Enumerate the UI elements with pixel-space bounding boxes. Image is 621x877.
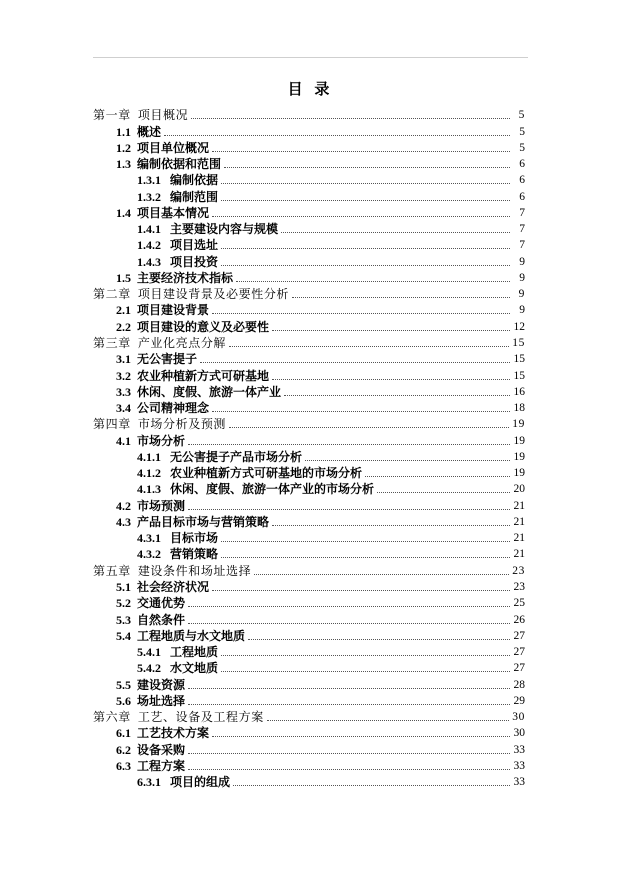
toc-entry-number: 5.5	[116, 677, 131, 692]
toc-entry-page: 16	[513, 385, 525, 398]
toc-entry-number: 第一章	[93, 108, 131, 123]
toc-entry-title: 农业种植新方式可研基地的市场分析	[170, 466, 363, 481]
toc-subsection[interactable]	[93, 253, 525, 269]
toc-entry-page: 19	[513, 467, 525, 480]
toc-entry-number: 1.3	[116, 157, 131, 172]
toc-entry-number: 3.2	[116, 368, 131, 383]
toc-section[interactable]	[93, 693, 525, 709]
toc-entry-page: 7	[519, 206, 525, 219]
toc-entry-page: 21	[513, 499, 525, 512]
toc-entry-page: 23	[512, 564, 525, 577]
toc-section[interactable]	[93, 758, 525, 774]
toc-entry-title: 项目建设背景	[137, 303, 210, 318]
toc-entry-page: 21	[513, 515, 525, 528]
toc-section[interactable]	[93, 318, 525, 334]
dot-leader	[188, 687, 510, 689]
toc-entry-number: 6.2	[116, 742, 131, 757]
dot-leader	[188, 703, 510, 705]
dot-leader	[267, 719, 509, 721]
toc-entry-number: 1.4.3	[137, 254, 161, 269]
toc-subsection[interactable]	[93, 644, 525, 660]
toc-entry-page: 27	[513, 629, 525, 642]
toc-entry-page: 18	[513, 402, 525, 415]
toc-entry-page: 15	[513, 369, 525, 382]
toc-entry-page: 30	[513, 727, 525, 740]
toc-section[interactable]	[93, 676, 525, 692]
toc-entry-page: 5	[519, 125, 525, 138]
dot-leader	[284, 394, 510, 396]
toc-subsection[interactable]	[93, 237, 525, 253]
dot-leader	[281, 231, 510, 233]
toc-chapter[interactable]	[93, 562, 525, 578]
toc-entry-page: 33	[513, 743, 525, 756]
toc-entry-title: 市场分析	[137, 433, 186, 448]
toc-entry-number: 第二章	[93, 287, 131, 302]
toc-entry-title: 概述	[137, 124, 162, 139]
toc-section[interactable]	[93, 741, 525, 757]
toc-entry-page: 15	[513, 353, 525, 366]
toc-entry-page: 33	[513, 759, 525, 772]
dot-leader	[221, 264, 510, 266]
toc-chapter[interactable]	[93, 335, 525, 351]
toc-entry-title: 无公害提子产品市场分析	[170, 449, 303, 464]
dot-leader	[272, 378, 510, 380]
toc-entry-page: 21	[513, 532, 525, 545]
toc-entry-number: 4.1.2	[137, 466, 161, 481]
toc-entry-page: 7	[519, 223, 525, 236]
toc-entry-title: 编制依据	[170, 173, 219, 188]
toc-entry-title: 工艺、设备及工程方案	[137, 710, 264, 725]
dot-leader	[212, 410, 510, 412]
dot-leader	[221, 540, 510, 542]
toc-chapter[interactable]	[93, 709, 525, 725]
toc-entry-number: 6.3	[116, 758, 131, 773]
toc-chapter[interactable]	[93, 286, 525, 302]
toc-entry-page: 20	[513, 483, 525, 496]
toc-entry-number: 6.3.1	[137, 775, 161, 790]
toc-section[interactable]	[93, 497, 525, 513]
toc-entry-page: 5	[518, 109, 525, 122]
toc-entry-page: 9	[518, 288, 525, 301]
toc-entry-number: 4.3.2	[137, 547, 161, 562]
toc-entry-number: 5.3	[116, 612, 131, 627]
toc-entry-page: 23	[513, 580, 525, 593]
toc-entry-title: 项目的组成	[170, 775, 231, 790]
toc-entry-number: 1.4	[116, 205, 131, 220]
toc-section[interactable]	[93, 611, 525, 627]
toc-entry-page: 19	[512, 418, 525, 431]
toc-section[interactable]	[93, 432, 525, 448]
dot-leader	[221, 247, 510, 249]
toc-entry-page: 7	[519, 239, 525, 252]
toc-entry-title: 工艺技术方案	[137, 726, 210, 741]
toc-entry-title: 项目选址	[170, 238, 219, 253]
dot-leader	[212, 150, 510, 152]
toc-entry-number: 1.5	[116, 270, 131, 285]
dot-leader	[188, 605, 510, 607]
toc-entry-page: 27	[513, 646, 525, 659]
dot-leader	[164, 134, 510, 136]
toc-entry-number: 5.4.2	[137, 661, 161, 676]
toc-entry-title: 水文地质	[170, 661, 219, 676]
dot-leader	[272, 329, 510, 331]
toc-entry-title: 营销策略	[170, 547, 219, 562]
toc-entry-page: 9	[519, 271, 525, 284]
toc-entry-number: 2.1	[116, 303, 131, 318]
toc-entry-title: 编制范围	[170, 189, 219, 204]
toc-section[interactable]	[93, 400, 525, 416]
toc-entry-number: 2.2	[116, 319, 131, 334]
toc-entry-title: 产品目标市场与营销策略	[137, 514, 270, 529]
toc-subsection[interactable]	[93, 530, 525, 546]
toc-entry-number: 3.4	[116, 401, 131, 416]
toc-entry-title: 交通优势	[137, 596, 186, 611]
toc-entry-number: 4.3	[116, 514, 131, 529]
dot-leader	[200, 361, 510, 363]
toc-entry-title: 项目概况	[137, 108, 189, 123]
toc-entry-number: 1.1	[116, 124, 131, 139]
dot-leader	[188, 443, 510, 445]
toc-entry-title: 无公害提子	[137, 352, 198, 367]
dot-leader	[212, 312, 510, 314]
dot-leader	[292, 296, 510, 298]
dot-leader	[377, 491, 510, 493]
toc-entry-page: 27	[513, 662, 525, 675]
toc-entry-title: 休闲、度假、旅游一体产业的市场分析	[170, 482, 375, 497]
toc-entry-title: 目标市场	[170, 531, 219, 546]
dot-leader	[272, 524, 510, 526]
toc-entry-page: 12	[513, 320, 525, 333]
dot-leader	[224, 166, 510, 168]
toc-entry-page: 25	[513, 597, 525, 610]
toc-entry-title: 农业种植新方式可研基地	[137, 368, 270, 383]
toc-entry-title: 工程方案	[137, 758, 186, 773]
toc-chapter[interactable]	[93, 107, 525, 123]
dot-leader	[221, 556, 510, 558]
toc-entry-number: 第六章	[93, 710, 131, 725]
toc-section[interactable]	[93, 156, 525, 172]
toc-entry-number: 第五章	[93, 563, 131, 578]
toc-entry-number: 3.3	[116, 384, 131, 399]
dot-leader	[233, 784, 510, 786]
toc-entry-title: 项目基本情况	[137, 205, 210, 220]
toc-section[interactable]	[93, 302, 525, 318]
dot-leader	[305, 459, 510, 461]
toc-entry-title: 社会经济状况	[137, 579, 210, 594]
toc-entry-title: 工程地质	[170, 645, 219, 660]
toc-section[interactable]	[93, 140, 525, 156]
dot-leader	[188, 508, 510, 510]
toc-entry-page: 6	[519, 190, 525, 203]
toc-entry-page: 9	[519, 304, 525, 317]
toc-entry-title: 项目单位概况	[137, 140, 210, 155]
toc-chapter[interactable]	[93, 416, 525, 432]
toc-section[interactable]	[93, 595, 525, 611]
toc-entry-number: 5.4	[116, 628, 131, 643]
dot-leader	[212, 735, 510, 737]
toc-entry-title: 项目建设的意义及必要性	[137, 319, 270, 334]
toc-subsection[interactable]	[93, 546, 525, 562]
dot-leader	[236, 280, 510, 282]
toc-section[interactable]	[93, 270, 525, 286]
toc-entry-page: 29	[513, 694, 525, 707]
toc-section[interactable]	[93, 123, 525, 139]
dot-leader	[221, 182, 510, 184]
toc-entry-title: 工程地质与水文地质	[137, 628, 246, 643]
toc-entry-title: 休闲、度假、旅游一体产业	[137, 384, 282, 399]
toc-entry-page: 30	[512, 711, 525, 724]
toc-entry-title: 项目建设背景及必要性分析	[137, 287, 290, 302]
toc-subsection[interactable]	[93, 774, 525, 790]
toc-section[interactable]	[93, 351, 525, 367]
toc-entry-page: 6	[519, 158, 525, 171]
toc-entry-title: 市场预测	[137, 498, 186, 513]
header-rule	[93, 57, 528, 58]
dot-leader	[221, 670, 510, 672]
toc-entry-title: 建设条件和场址选择	[137, 563, 252, 578]
toc-entry-number: 1.3.2	[137, 189, 161, 204]
toc-entry-title: 项目投资	[170, 254, 219, 269]
toc-entry-number: 1.4.2	[137, 238, 161, 253]
toc-entry-page: 21	[513, 548, 525, 561]
toc-entry-number: 第三章	[93, 335, 131, 350]
toc-entry-number: 1.3.1	[137, 173, 161, 188]
toc-entry-title: 自然条件	[137, 612, 186, 627]
toc-entry-number: 5.2	[116, 596, 131, 611]
toc-section[interactable]	[93, 384, 525, 400]
toc-subsection[interactable]	[93, 221, 525, 237]
toc-entry-number: 4.1	[116, 433, 131, 448]
toc-entry-page: 6	[519, 174, 525, 187]
toc-entry-number: 4.1.3	[137, 482, 161, 497]
toc-entry-title: 产业化亮点分解	[137, 335, 227, 350]
page-title: 目 录	[287, 82, 334, 98]
toc-entry-title: 主要经济技术指标	[137, 270, 234, 285]
toc-subsection[interactable]	[93, 188, 525, 204]
dot-leader	[212, 215, 510, 217]
toc-entry-number: 1.2	[116, 140, 131, 155]
dot-leader	[221, 654, 510, 656]
toc-entry-number: 4.1.1	[137, 449, 161, 464]
toc-entry-title: 建设资源	[137, 677, 186, 692]
toc-section[interactable]	[93, 514, 525, 530]
toc-entry-page: 28	[513, 678, 525, 691]
dot-leader	[254, 573, 509, 575]
toc-entry-number: 4.3.1	[137, 531, 161, 546]
toc-subsection[interactable]	[93, 449, 525, 465]
toc-entry-page: 19	[513, 434, 525, 447]
toc-entry-number: 第四章	[93, 417, 131, 432]
toc-entry-number: 6.1	[116, 726, 131, 741]
toc-section[interactable]	[93, 628, 525, 644]
dot-leader	[212, 589, 510, 591]
toc-subsection[interactable]	[93, 172, 525, 188]
toc-entry-number: 4.2	[116, 498, 131, 513]
toc-section[interactable]	[93, 367, 525, 383]
toc-entry-number: 5.4.1	[137, 645, 161, 660]
toc-section[interactable]	[93, 205, 525, 221]
dot-leader	[229, 345, 509, 347]
toc-entry-title: 市场分析及预测	[137, 417, 227, 432]
toc-entry-title: 场址选择	[137, 693, 186, 708]
dot-leader	[248, 638, 510, 640]
toc-entry-page: 19	[513, 450, 525, 463]
toc-entry-title: 主要建设内容与规模	[170, 222, 279, 237]
dot-leader	[188, 622, 510, 624]
dot-leader	[221, 199, 510, 201]
toc-entry-page: 26	[513, 613, 525, 626]
dot-leader	[191, 117, 510, 119]
toc-entry-title: 编制依据和范围	[137, 157, 222, 172]
dot-leader	[365, 475, 510, 477]
dot-leader	[188, 768, 510, 770]
toc-entry-page: 9	[519, 255, 525, 268]
toc-entry-title: 公司精神理念	[137, 401, 210, 416]
toc-entry-page: 33	[513, 776, 525, 789]
toc-section[interactable]	[93, 579, 525, 595]
toc-entry-page: 5	[519, 141, 525, 154]
toc-subsection[interactable]	[93, 481, 525, 497]
toc-entry-number: 5.6	[116, 693, 131, 708]
table-of-contents	[93, 107, 525, 790]
dot-leader	[188, 752, 510, 754]
toc-subsection[interactable]	[93, 660, 525, 676]
toc-subsection[interactable]	[93, 465, 525, 481]
toc-entry-number: 3.1	[116, 352, 131, 367]
dot-leader	[229, 426, 509, 428]
toc-entry-number: 5.1	[116, 579, 131, 594]
toc-entry-page: 15	[512, 336, 525, 349]
toc-section[interactable]	[93, 725, 525, 741]
toc-entry-number: 1.4.1	[137, 222, 161, 237]
toc-entry-title: 设备采购	[137, 742, 186, 757]
